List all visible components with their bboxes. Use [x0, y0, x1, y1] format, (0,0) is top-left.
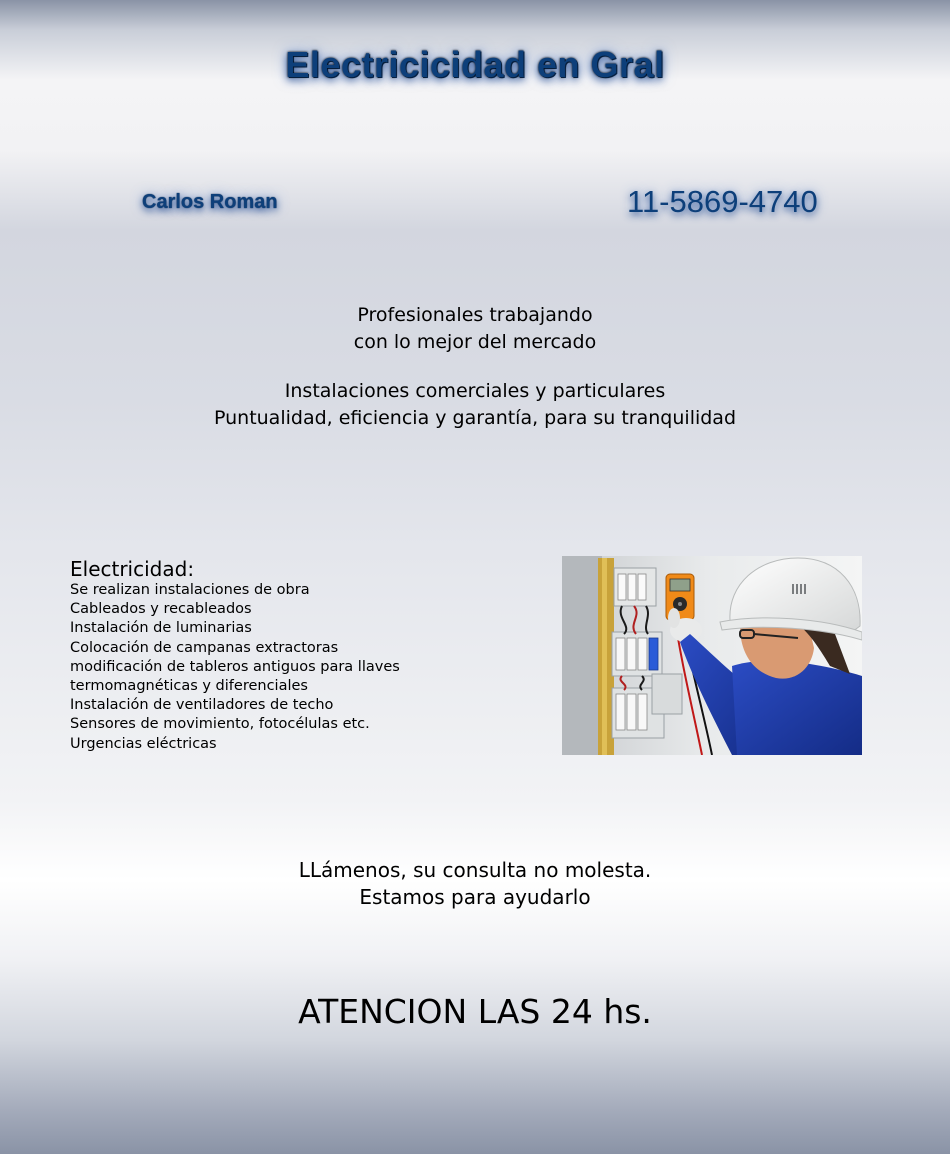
service-item: modificación de tableros antiguos para llaves: [70, 658, 400, 675]
features-line-2: Puntualidad, eficiencia y garantía, para su tranquilidad: [213, 407, 737, 429]
intro-line-1: Profesionales trabajando: [357, 304, 593, 326]
intro-text-block: [0, 302, 950, 356]
service-item: Se realizan instalaciones de obra: [70, 582, 310, 598]
services-list: [70, 581, 400, 754]
features-text-block: [0, 378, 950, 432]
phone-number: 11-5869-4740: [627, 184, 818, 219]
features-line-1: Instalaciones comerciales y particulares: [284, 380, 666, 402]
service-item: Colocación de campanas extractoras: [70, 639, 339, 656]
service-item: termomagnéticas y diferenciales: [70, 678, 308, 695]
closing-text-block: [0, 857, 950, 911]
electrician-testing-panel-image: [562, 556, 862, 755]
attention-banner: ATENCION LAS 24 hs.: [298, 992, 652, 1031]
closing-line-2: Estamos para ayudarlo: [359, 885, 591, 909]
service-item: Sensores de movimiento, fotocélulas etc.: [70, 716, 370, 733]
service-item: Instalación de luminarias: [70, 620, 252, 637]
services-heading: Electricidad:: [70, 557, 195, 581]
site-title: Electricicidad en Gral: [285, 44, 665, 85]
closing-line-1: LLámenos, su consulta no molesta.: [298, 858, 652, 882]
service-item: Instalación de ventiladores de techo: [70, 697, 334, 714]
owner-name: Carlos Roman: [142, 191, 278, 213]
service-item: Cableados y recableados: [70, 601, 252, 618]
service-item: Urgencias eléctricas: [70, 735, 217, 752]
electrician-photo: [562, 556, 862, 755]
intro-line-2: con lo mejor del mercado: [353, 331, 597, 353]
